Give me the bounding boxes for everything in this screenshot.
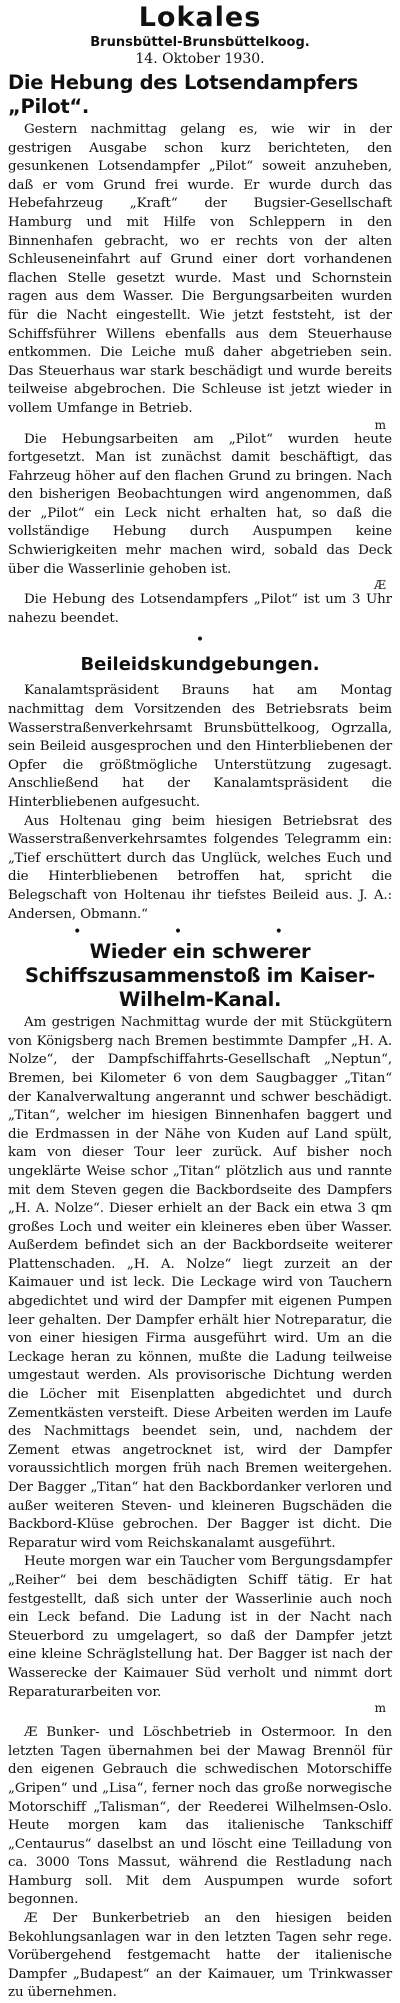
- article-paragraph: Kanalamtspräsident Brauns hat am Montag nachmittag dem Vorsitzenden des Betriebsrats beim Wasserstraßenverkehrsamt Brunsbüttelkoog, Ogrzalla, sein Beileid ausgesprochen und den Hinterbliebenen der Opfer die größtmögliche Unterstützung zugesagt. Anschließend hat der Kanalamtspräsident die Hinterbliebenen aufgesucht.: [8, 683, 392, 810]
- separator-dot: •: [195, 632, 205, 649]
- article-paragraph: Æ Bunker- und Löschbetrieb in Ostermoor. In den letzten Tagen übernahmen bei der Mawag Brennöl für den eigenen Gebrauch die schwedischen Motorschiffe „Gripen“ und „Lisa“, ferner noch das große norwegische Motorschiff „Talisman“, der Reederei Wilhelmsen-Oslo. Heute morgen kam das italienische Tankschiff „Centaurus“ daselbst an und löscht eine Teilladung von ca. 3000 Tons Massut, während die Restladung nach Hamburg soll. Mit dem Auspumpen wurde sofort begonnen.: [8, 1725, 392, 1908]
- spacer: [8, 1714, 392, 1724]
- article-headline: Beileidskundgebungen.: [80, 654, 320, 676]
- article-paragraph: Am gestrigen Nachmittag wurde der mit Stückgütern von Königsberg nach Bremen bestimmte Dampfer „H. A. Nolze“, der Dampfschiffahrts-Gesellschaft „Neptun“, Bremen, bei Kilometer 6 von dem Saugbagger „Titan“ der Kanalverwaltung angerannt und schwer beschädigt. „Titan“, welcher im hiesigen Binnenhafen baggert und die Erdmassen in der Nähe von Kuden auf Land spült, kam von dieser Tour leer zurück. Auf bisher noch ungeklärte Weise schor „Titan“ plötzlich aus und rannte mit dem Steven gegen die Backbordseite des Dampfers „H. A. Nolze“. Dieser erhielt an der Back ein etwa 3 qm großes Loch und weiter ein kleineres eben über Wasser. Außerdem befindet sich an der Backbordseite weiterer Plattenschaden. „H. A. Nolze“ liegt zurzeit an der Kaimauer und ist leck. Die Leckage wird von Tauchern abgedichtet und wird der Dampfer mit eigenen Pumpen leer gehalten. Der Dampfer erhält hier Notreparatur, die von einer hiesigen Firma ausgeführt wird. Um an die Leckage heran zu können, mußte die Ladung teilweise umgestaut werden. Als provisorische Dichtung werden die Löcher mit Eisenplatten abgedichtet und durch Zementkästen versteift. Diese Arbeiten werden im Laufe des Nachmittags beendet sein, und, nachdem der Zement etwas angetrocknet ist, wird der Dampfer voraussichtlich morgen früh nach Bremen weitergehen. Der Bagger „Titan“ hat den Backbordanker verloren und außer weiteren Steven- und kleineren Bugschäden die Backbord-Klüse gebrochen. Der Bagger ist dicht. Die Reparatur wird vom Reichskanalamt ausgeführt.: [8, 1015, 392, 1551]
- article-paragraph: Die Hebung des Lotsendampfers „Pilot“ ist um 3 Uhr nahezu beendet.: [8, 592, 392, 626]
- article-bunker: [8, 1724, 392, 2003]
- article-paragraph: Die Hebungsarbeiten am „Pilot“ wurden heute fortgesetzt. Man ist zunächst damit beschäftigt, das Fahrzeug höher auf den flachen Grund zu bringen. Nach den bisherigen Beobachtungen wird angenommen, daß der „Pilot“ ein Leck nicht erhalten hat, so daß die vollständige Hebung durch Auspumpen keine Schwierigkeiten mehr machen wird, sobald das Deck über die Wasserlinie gehoben ist.: [8, 431, 392, 577]
- article-paragraph: Gestern nachmittag gelang es, wie wir in der gestrigen Ausgabe schon kurz berichteten, den gesunkenen Lotsendampfer „Pilot“ soweit anzuheben, daß er vom Grund frei wurde. Er wurde durch das Hebefahrzeug „Kraft“ der Bugsier-Gesellschaft Hamburg und mit Hilfe von Schleppern in den Binnenhafen gebracht, wo er rechts von der alten Schleuseneinfahrt auf Grund einer dort vorhandenen flachen Stelle gesetzt wurde. Mast und Schornstein ragen aus dem Wasser. Die Bergungsarbeiten wurden für die Nacht eingestellt. Wie jetzt feststeht, ist der Schiffsführer Willens ebenfalls aus dem Steuerhause entkommen. Die Leiche muß daher abgetrieben sein. Das Steuerhaus war stark beschädigt und wurde bereits teilweise abgebrochen. Die Schleuse ist jetzt wieder in vollem Umfange in Betrieb.: [8, 122, 392, 416]
- author-mark: m: [374, 1701, 386, 1716]
- article-pilot: [8, 71, 392, 628]
- author-mark: m: [374, 417, 386, 432]
- article-beileid: [8, 654, 392, 924]
- date: 14. Oktober 1930.: [135, 51, 265, 67]
- article-paragraph: Aus Holtenau ging beim hiesigen Betriebsrat des Wasserstraßenverkehrsamtes folgendes Telegramm ein: „Tief erschüttert durch das Unglück, welches Euch und die Hinterbliebenen betroffen hat, spricht die Belegschaft von Holtenau ihr tiefstes Beileid aus. J. A.: Andersen, Obmann.“: [8, 813, 392, 922]
- newspaper-page: [8, 2, 392, 2003]
- author-mark: Æ: [373, 578, 386, 593]
- dateline: Brunsbüttel-Brunsbüttelkoog.: [90, 35, 310, 50]
- article-headline: Wieder ein schwerer Schiffszusammenstoß im Kaiser-Wilhelm-Kanal.: [25, 940, 375, 1012]
- article-schiffszusammenstoss: [8, 940, 392, 1714]
- article-paragraph: Heute morgen war ein Taucher vom Bergungsdampfer „Reiher“ bei dem beschädigten Schiff tätig. Er hat festgestellt, daß sich unter der Wasserlinie auch noch ein Leck befand. Die Ladung ist in der Nacht nach Steuerbord zu umgelagert, so daß der Dampfer jetzt eine kleine Schräglstellung hat. Der Bagger ist nach der Wasserecke der Kaimauer Süd verholt und nimmt dort Reparaturarbeiten vor.: [8, 1554, 392, 1700]
- article-paragraph: Æ Der Bunkerbetrieb an den hiesigen beiden Bekohlungsanlagen war in den letzten Tagen sehr rege. Vorübergehend festgemacht hatte der italienische Dampfer „Budapest“ an der Kaimauer, um Trinkwasser zu übernehmen.: [8, 1911, 392, 2001]
- article-headline: Die Hebung des Lotsendampfers „Pilot“.: [8, 71, 358, 118]
- section-title: Lokales: [138, 2, 262, 33]
- separator-dots: • • •: [73, 924, 327, 941]
